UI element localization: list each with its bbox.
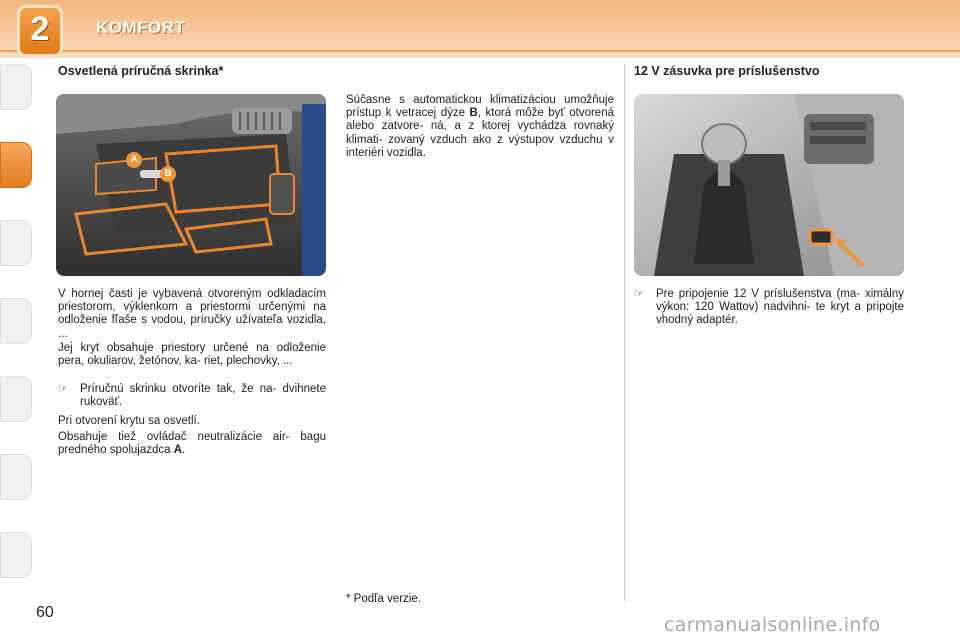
glovebox-para-2: Jej kryt obsahuje priestory určené na odloženie pera, okuliarov, žetónov, ka- riet, plechovky, ... [58, 342, 326, 368]
callout-a: A [126, 152, 142, 168]
socket-bullet-1-text: Pre pripojenie 12 V príslušenstva (ma- ximálny výkon: 120 Wattov) nadvihni- te kryt a pripojte vhodný adaptér. [656, 288, 904, 327]
pointing-hand-icon: ☞ [58, 383, 68, 395]
chapter-tab-7[interactable] [0, 532, 32, 578]
socket-photo [634, 94, 904, 276]
chapter-tab-1[interactable] [0, 64, 32, 110]
chapter-tab-2-active[interactable] [0, 142, 32, 188]
socket-heading: 12 V zásuvka pre príslušenstvo [634, 64, 820, 78]
chapter-number: 2 [30, 10, 50, 48]
glovebox-photo [56, 94, 326, 276]
column-divider [624, 64, 625, 602]
vent-para-text: Súčasne s automatickou klimatizáciou umožňuje prístup k vetracej dýze [346, 94, 614, 120]
glovebox-para-1: V hornej časti je vybavená otvoreným odkladacím priestorom, výklenkom a priestormi určenými na odloženie fľaše s vodou, príručky užívateľa vozidla, ... [58, 288, 326, 340]
vent-para-rest: , ktorá môže byť otvorená alebo zatvore- ná, a z ktorej vychádza rovnaký klimati- zovaný vzduch ako z výstupov vzduchu v interiéri vozidla. [346, 107, 614, 159]
chapter-tabs [0, 64, 32, 576]
chapter-tab-5[interactable] [0, 376, 32, 422]
chapter-tab-6[interactable] [0, 454, 32, 500]
vent-paragraph [346, 94, 614, 160]
glovebox-illustration [56, 94, 326, 276]
chapter-title: KOMFORT [96, 18, 186, 37]
ref-a: A [173, 444, 183, 457]
callout-b: B [160, 166, 176, 182]
chapter-tab-4[interactable] [0, 298, 32, 344]
glovebox-heading: Osvetlená príručná skrinka* [58, 64, 224, 78]
page-number: 60 [36, 604, 54, 621]
ref-b: B [469, 107, 478, 120]
glovebox-para-4-text: Obsahuje tiež ovládač neutralizácie air- bagu predného spolujazdca [58, 431, 326, 457]
glovebox-para-4-end: . [182, 444, 186, 457]
banner-divider [0, 50, 960, 52]
pointing-hand-icon: ☞ [634, 288, 644, 300]
socket-bullet-1 [634, 288, 904, 328]
glovebox-bullet-1 [58, 383, 326, 409]
watermark: carmanualsonline.info [664, 614, 881, 636]
glovebox-para-4 [58, 431, 326, 457]
glovebox-para-3: Pri otvorení krytu sa osvetlí. [58, 415, 200, 427]
glovebox-bullet-1-text: Príručnú skrinku otvoríte tak, že na- dvihnete rukoväť. [80, 383, 326, 409]
gear-shift-illustration [634, 94, 904, 276]
footnote: * Podľa verzie. [346, 593, 421, 605]
chapter-tab-3[interactable] [0, 220, 32, 266]
chapter-number-badge [20, 8, 60, 54]
